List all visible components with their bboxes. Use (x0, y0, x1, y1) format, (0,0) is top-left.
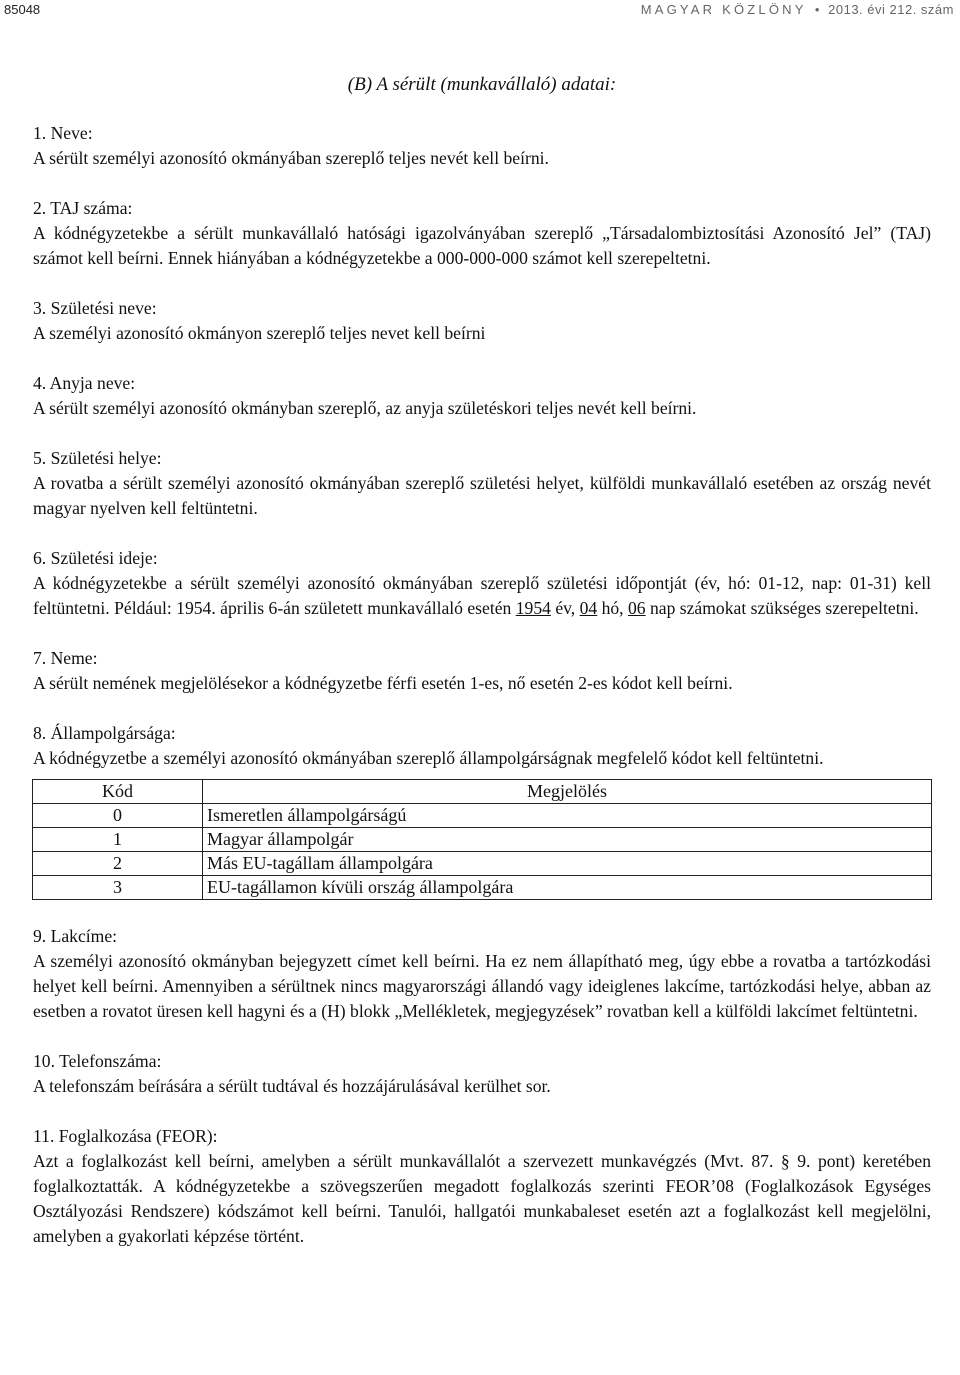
code-cell: 1 (33, 828, 203, 852)
page-number: 85048 (4, 2, 41, 17)
section-mother-name (33, 371, 931, 421)
section-body: A sérült nemének megjelölésekor a kódnégyzetbe férfi esetén 1-es, nő esetén 2-es kódot kell beírni. (33, 673, 733, 693)
document-body (33, 72, 931, 1249)
citizenship-code-table (32, 779, 932, 900)
body-text: A kódnégyzetekbe a sérült személyi azonosító okmányában szereplő születési időpontját (év, hó: 01-12, nap: 01-31) kell feltüntetni. Például: 1954. április 6-án született munkavállaló esetén (33, 573, 931, 618)
section-body: A személyi azonosító okmányon szereplő teljes nevet kell beírni (33, 323, 486, 343)
section-heading: 7. Neme: (33, 648, 98, 668)
section-heading: 3. Születési neve: (33, 298, 157, 318)
designation-cell: Magyar állampolgár (203, 828, 932, 852)
code-cell: 0 (33, 804, 203, 828)
page-header (0, 0, 960, 20)
body-text: év, (550, 598, 580, 618)
journal-name: MAGYAR KÖZLÖNY (640, 2, 807, 17)
table-header-row (33, 780, 932, 804)
table-row (33, 852, 932, 876)
section-heading: 9. Lakcíme: (33, 926, 118, 946)
body-text: nap számokat szükséges szerepeltetni. (645, 598, 919, 618)
running-head (641, 2, 954, 17)
section-heading: 6. Születési ideje: (33, 548, 158, 568)
column-header-code: Kód (33, 780, 203, 804)
section-heading: 4. Anyja neve: (33, 373, 136, 393)
section-birth-place (33, 446, 931, 521)
section-citizenship (33, 721, 931, 771)
section-body: A rovatba a sérült személyi azonosító okmányában szereplő születési helyet, külföldi munkavállaló esetében az ország nevét magyar nyelven kell feltüntetni. (33, 473, 931, 518)
designation-cell: Ismeretlen állampolgárságú (203, 804, 932, 828)
section-body: A sérült személyi azonosító okmányában szereplő teljes nevét kell beírni. (33, 148, 549, 168)
code-cell: 2 (33, 852, 203, 876)
section-heading: 8. Állampolgársága: (33, 723, 176, 743)
section-body: A kódnégyzetbe a személyi azonosító okmányában szereplő állampolgárságnak megfelelő kódot kell feltüntetni. (33, 748, 824, 768)
body-text: hó, (597, 598, 628, 618)
example-day: 06 (627, 598, 646, 618)
section-body: A személyi azonosító okmányban bejegyzett címet kell beírni. Ha ez nem állapítható meg, úgy ebbe a rovatba a tartózkodási helyet kell beírni. Amennyiben a sérültnek nincs magyarországi állandó vagy ideiglenes lakcíme, tartózkodási helye, abban az esetben a rovatot üresen kell hagyni és a (H) blokk „Mellékletek, megjegyzések” rovatban kell a külföldi lakcímet feltüntetni. (33, 951, 931, 1021)
section-name (33, 121, 931, 171)
section-sex (33, 646, 931, 696)
table-row (33, 828, 932, 852)
section-birth-name (33, 296, 931, 346)
table-row (33, 804, 932, 828)
section-body: A telefonszám beírására a sérült tudtával és hozzájárulásával kerülhet sor. (33, 1076, 551, 1096)
example-year: 1954 (515, 598, 551, 618)
section-body: A sérült személyi azonosító okmányban szereplő, az anyja születéskori teljes nevét kell beírni. (33, 398, 697, 418)
section-body: A kódnégyzetekbe a sérült munkavállaló hatósági igazolványában szereplő „Társadalombiztosítási Azonosító Jel” (TAJ) számot kell beírni. Ennek hiányában a kódnégyzetekbe a 000-000-000 számot kell szerepeltetni. (33, 223, 931, 268)
designation-cell: EU-tagállamon kívüli ország állampolgára (203, 876, 932, 900)
section-heading: 1. Neve: (33, 123, 93, 143)
section-heading: 11. Foglalkozása (FEOR): (33, 1126, 218, 1146)
section-phone (33, 1049, 931, 1099)
section-address (33, 924, 931, 1024)
section-body: Azt a foglalkozást kell beírni, amelyben a sérült munkavállalót a szervezett munkavégzés (Mvt. 87. § 9. pont) keretében foglalkoztatták. A kódnégyzetekbe a szövegszerűen megadott foglalkozás szerinti FEOR’08 (Foglalkozások Egységes Osztályozási Rendszere) kódszámot kell beírni. Tanulói, hallgatói munkabaleset esetén azt a foglalkozást kell megjelölni, amelyben a gyakorlati képzése történt. (33, 1151, 931, 1246)
section-heading: 10. Telefonszáma: (33, 1051, 162, 1071)
example-month: 04 (579, 598, 598, 618)
section-heading: 5. Születési helye: (33, 448, 162, 468)
bullet-separator: • (814, 2, 820, 17)
designation-cell: Más EU-tagállam állampolgára (203, 852, 932, 876)
section-birth-date (33, 546, 931, 621)
table-row (33, 876, 932, 900)
code-cell: 3 (33, 876, 203, 900)
section-title: (B) A sérült (munkavállaló) adatai: (347, 74, 617, 95)
section-occupation (33, 1124, 931, 1249)
issue-label: 2013. évi 212. szám (828, 2, 954, 17)
section-taj (33, 196, 931, 271)
section-heading: 2. TAJ száma: (33, 198, 133, 218)
column-header-designation: Megjelölés (203, 780, 932, 804)
section-body (33, 571, 931, 621)
